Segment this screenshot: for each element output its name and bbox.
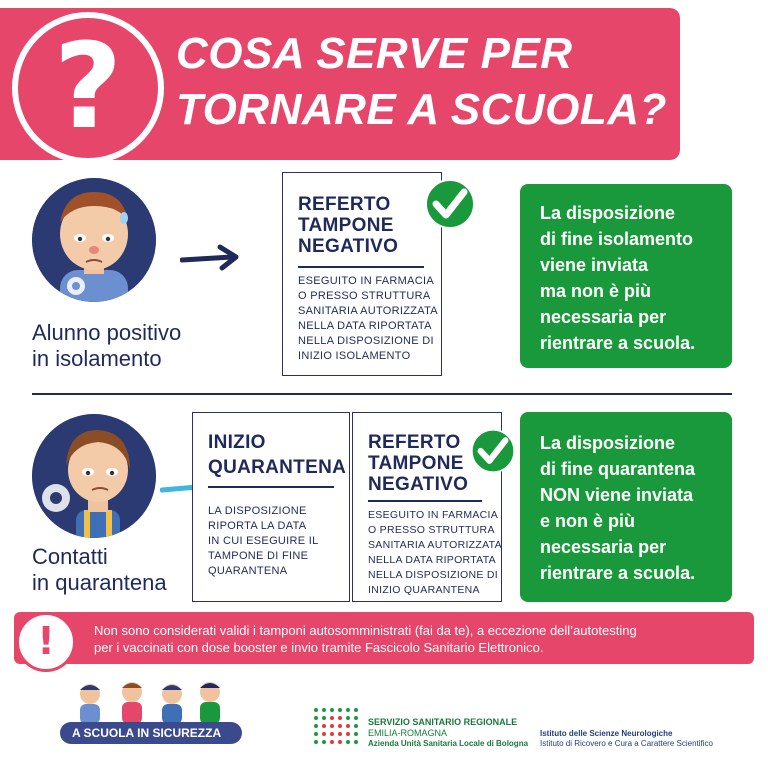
- isn-subtitle: Istituto di Ricovero e Cura a Carattere Scientifico: [540, 739, 713, 748]
- warning-text: [94, 622, 742, 656]
- box-quarantine-body-line3: IN CUI ESEGUIRE IL: [208, 535, 319, 547]
- ssr-region: EMILIA-ROMAGNA: [368, 728, 448, 738]
- arrow-right-icon: [180, 244, 242, 272]
- box-test-title-contacts: [368, 432, 468, 495]
- box-test2-title-line2: TAMPONE: [368, 453, 464, 474]
- result-positive-line2: di fine isolamento: [540, 229, 694, 249]
- ssr-logo-icon: [312, 706, 360, 750]
- box-rule: [368, 500, 482, 502]
- box-body-line2: O PRESSO STRUTTURA: [298, 290, 431, 302]
- quarantine-child-illustration: [32, 414, 156, 538]
- box-quarantine-body-line2: RIPORTA LA DATA: [208, 520, 307, 532]
- box-test2-body-line2: O PRESSO STRUTTURA: [368, 524, 495, 536]
- box-test2-title-line1: REFERTO: [368, 432, 461, 453]
- box-test-body-contacts: [368, 508, 502, 598]
- box-quarantine-title: [208, 432, 346, 478]
- label-contacts-line2: in quarantena: [32, 570, 167, 595]
- page-title: [176, 26, 676, 138]
- ssr-ausl: Azienda Unità Sanitaria Locale di Bologna: [368, 739, 529, 748]
- box-test2-body-line5: NELLA DISPOSIZIONE DI: [368, 569, 499, 581]
- box-body-line4: NELLA DATA RIPORTATA: [298, 320, 432, 332]
- box-test2-body-line3: SANITARIA AUTORIZZATA: [368, 539, 502, 551]
- box-quarantine-title-line1: INIZIO: [208, 432, 266, 453]
- label-quarantine-contact: [32, 544, 167, 596]
- result-positive-line4: ma non è più: [540, 281, 652, 301]
- label-contacts-line1: Contatti: [32, 544, 108, 569]
- result-positive-line6: rientrare a scuola.: [540, 333, 696, 353]
- box-body-line1: ESEGUITO IN FARMACIA: [298, 275, 434, 287]
- box-rule: [208, 486, 334, 488]
- label-positive-line1: Alunno positivo: [32, 320, 182, 345]
- warning-line1: Non sono considerati validi i tamponi autosomministrati (fai da te), a eccezione dell’autotesting: [94, 623, 637, 638]
- box-quarantine-body-line4: TAMPONE DI FINE: [208, 550, 309, 562]
- result-contacts-line3: NON viene inviata: [540, 485, 694, 505]
- result-text-positive: [540, 200, 695, 356]
- label-positive-line2: in isolamento: [32, 346, 162, 371]
- box-body-line6: INIZIO ISOLAMENTO: [298, 350, 411, 362]
- box-test-title: [298, 194, 398, 257]
- result-contacts-line4: e non è più: [540, 511, 636, 531]
- box-test-body: [298, 274, 438, 364]
- result-text-contacts: [540, 430, 695, 586]
- result-contacts-line5: necessaria per: [540, 537, 667, 557]
- box-test-title-line1: REFERTO: [298, 194, 391, 215]
- box-body-line3: SANITARIA AUTORIZZATA: [298, 305, 438, 317]
- section-divider: [32, 393, 732, 395]
- result-positive-line5: necessaria per: [540, 307, 667, 327]
- result-contacts-line2: di fine quarantena: [540, 459, 696, 479]
- result-contacts-line6: rientrare a scuola.: [540, 563, 696, 583]
- page-title-line1: COSA SERVE PER: [176, 29, 573, 78]
- campaign-label: A SCUOLA IN SICUREZZA: [72, 726, 222, 740]
- page-title-line2: TORNARE A SCUOLA?: [176, 85, 667, 134]
- exclamation-icon: !: [37, 619, 55, 663]
- avatar-positive-student: [32, 178, 156, 302]
- box-test-title-line3: NEGATIVO: [298, 236, 399, 257]
- check-circle-icon: [470, 428, 516, 474]
- sick-child-illustration: [32, 178, 156, 302]
- check-circle-icon: [424, 178, 476, 230]
- box-test2-title-line3: NEGATIVO: [368, 474, 469, 495]
- box-test-title-line2: TAMPONE: [298, 215, 394, 236]
- children-group-illustration: [60, 680, 240, 724]
- label-positive-student: [32, 320, 181, 372]
- box-test2-body-line4: NELLA DATA RIPORTATA: [368, 554, 496, 566]
- box-body-line5: NELLA DISPOSIZIONE DI: [298, 335, 434, 347]
- isn-name: Istituto delle Scienze Neurologiche: [540, 729, 673, 738]
- box-rule: [298, 266, 424, 268]
- box-quarantine-body-line1: LA DISPOSIZIONE: [208, 505, 307, 517]
- result-positive-line3: viene inviata: [540, 255, 649, 275]
- question-mark-icon: ?: [53, 17, 123, 155]
- box-test2-body-line1: ESEGUITO IN FARMACIA: [368, 509, 499, 521]
- box-test2-body-line6: INIZIO QUARANTENA: [368, 584, 480, 596]
- box-quarantine-body: [208, 504, 319, 579]
- result-positive-line1: La disposizione: [540, 203, 676, 223]
- avatar-quarantine-contact: [32, 414, 156, 538]
- result-contacts-line1: La disposizione: [540, 433, 676, 453]
- warning-line2: per i vaccinati con dose booster e invio tramite Fascicolo Sanitario Elettronico.: [94, 640, 544, 655]
- box-quarantine-body-line5: QUARANTENA: [208, 565, 288, 577]
- ssr-name: SERVIZIO SANITARIO REGIONALE: [368, 717, 518, 727]
- box-quarantine-title-line2: QUARANTENA: [208, 457, 347, 478]
